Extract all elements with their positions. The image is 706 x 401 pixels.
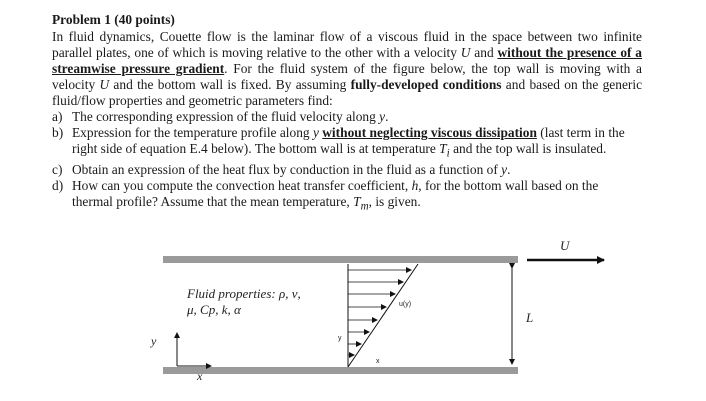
intro-text-4: and based on the generic fluid/flow properties and geometric parameters find: bbox=[52, 77, 643, 108]
question-text: Obtain an expression of the heat flux by conduction in the fluid as a function of bbox=[72, 161, 502, 177]
intro-paragraph bbox=[52, 29, 642, 109]
question-text-end: and the top wall is insulated. bbox=[449, 141, 607, 156]
temperature-subscript: m bbox=[360, 200, 369, 213]
question-text-mid: (last term in the right side of equation E.4 below). The bottom wall is at temperature bbox=[72, 125, 625, 156]
figure-svg bbox=[0, 228, 706, 401]
question-text: How can you compute the convection heat transfer coefficient, bbox=[72, 177, 412, 193]
question-c bbox=[52, 162, 642, 178]
label-U: U bbox=[560, 238, 570, 253]
problem-title: Problem 1 (40 points) bbox=[52, 12, 175, 27]
question-list bbox=[52, 109, 642, 214]
question-var: h bbox=[411, 177, 419, 193]
question-label: b) bbox=[52, 125, 64, 140]
profile-y-label: y bbox=[338, 335, 342, 342]
temperature-subscript: i bbox=[446, 147, 450, 160]
question-text-end: , is given. bbox=[368, 193, 421, 209]
fluid-properties-line2: μ, Cp, k, α bbox=[187, 302, 241, 317]
temperature-var: T bbox=[353, 193, 361, 209]
axis-x-label: x bbox=[197, 369, 203, 383]
fluid-properties-line1: Fluid properties: ρ, ν, bbox=[187, 286, 301, 301]
question-text: The corresponding expression of the fluid velocity along bbox=[72, 109, 380, 124]
intro-bold-fully-developed: fully-developed conditions bbox=[350, 77, 502, 92]
intro-text-1: In fluid dynamics, Couette flow is the laminar flow of a viscous fluid in the space between two infinite parallel plates, one of which is moving relative to the other with a velocity bbox=[52, 29, 642, 60]
problem-statement bbox=[52, 12, 642, 214]
profile-x-label: x bbox=[376, 358, 380, 365]
question-b bbox=[52, 125, 642, 162]
profile-arrows bbox=[348, 270, 411, 355]
intro-var-U1: U bbox=[460, 45, 471, 60]
question-label: c) bbox=[52, 161, 63, 177]
intro-text-2: . For the fluid system of the figure below, the top wall is moving with a velocity bbox=[52, 61, 642, 92]
intro-var-U2: U bbox=[99, 77, 110, 92]
bottom-wall bbox=[163, 367, 518, 374]
question-var: y bbox=[312, 125, 319, 140]
axis-y-label: y bbox=[151, 334, 157, 348]
question-var: y bbox=[501, 161, 508, 177]
velocity-profile-line bbox=[348, 264, 418, 367]
couette-flow-figure bbox=[0, 228, 706, 401]
temperature-var: T bbox=[439, 141, 447, 156]
intro-text-and: and bbox=[470, 45, 498, 60]
question-text: Expression for the temperature profile along bbox=[72, 125, 313, 140]
question-text-end: . bbox=[507, 161, 511, 177]
question-bold-dissipation: without neglecting viscous dissipation bbox=[322, 125, 537, 140]
question-label: d) bbox=[52, 177, 64, 193]
question-text-end: . bbox=[385, 109, 389, 124]
question-d bbox=[52, 178, 642, 215]
top-wall bbox=[163, 256, 518, 263]
question-var: y bbox=[379, 109, 386, 124]
question-a bbox=[52, 109, 642, 125]
intro-bold-pressure: without the presence of a streamwise pressure gradient bbox=[52, 45, 643, 76]
profile-label: u(y) bbox=[399, 301, 412, 308]
label-L: L bbox=[526, 310, 534, 325]
question-label: a) bbox=[52, 109, 63, 124]
intro-text-3: and the bottom wall is fixed. By assuming bbox=[109, 77, 351, 92]
question-text-mid: , for the bottom wall based on the thermal profile? Assume that the mean temperature, bbox=[72, 177, 599, 209]
